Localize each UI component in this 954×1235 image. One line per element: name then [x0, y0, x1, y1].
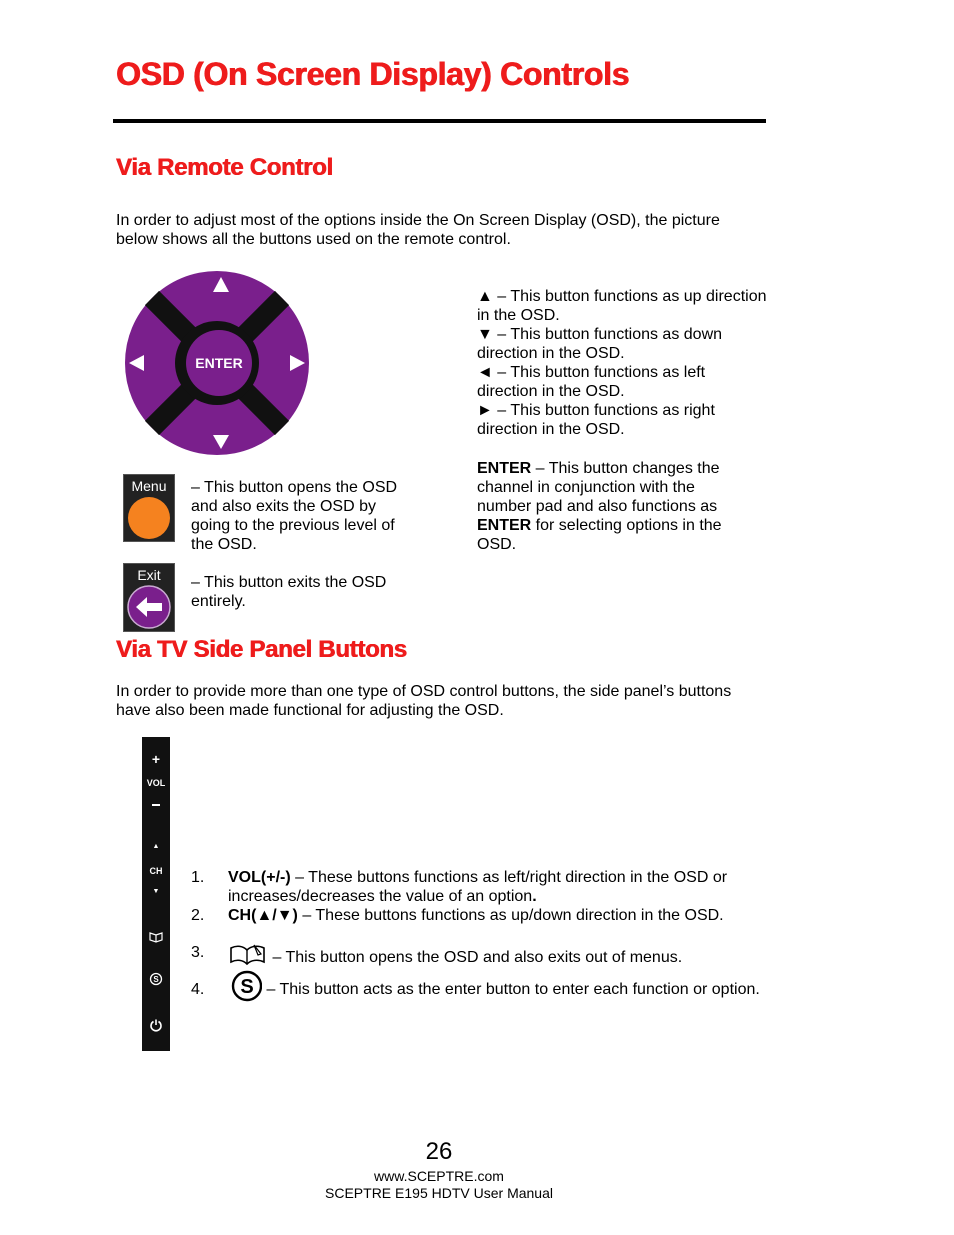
direction-down-desc: ▼ – This button functions as down direction in the OSD. [477, 326, 723, 362]
footer-url: www.SCEPTRE.com [374, 1168, 504, 1184]
menu-circle-icon [128, 497, 170, 539]
remote-intro: In order to adjust most of the options inside the On Screen Display (OSD), the picture below shows all the buttons used on the remote control. [116, 212, 720, 248]
svg-text:S: S [153, 975, 159, 984]
enter-description: ENTER – This button changes the channel in conjunction with the number pad and also functions as ENTER for selecting options in the OSD. [477, 460, 722, 553]
enter-label: ENTER [195, 355, 243, 371]
svg-text:S: S [240, 976, 254, 998]
side-item-source: 4. S – This button acts as the enter button to enter each function or option. [191, 980, 761, 1002]
side-item-menu: 3. – This button opens the OSD and also exits out of menus. [191, 944, 683, 966]
source-s-icon [228, 970, 262, 1002]
vol-minus-icon [152, 804, 160, 806]
exit-button-illustration [123, 563, 175, 632]
ch-label: CH [149, 866, 163, 876]
ch-up-icon: ▲ [152, 843, 160, 850]
page-title: OSD (On Screen Display) Controls [116, 56, 630, 92]
menu-book-icon [149, 931, 163, 943]
side-item-ch: 2. CH(▲/▼) – These buttons functions as up/down direction in the OSD. [191, 907, 724, 924]
title-rule [113, 119, 766, 123]
power-icon [149, 1018, 163, 1032]
exit-label: Exit [137, 567, 161, 583]
menu-book-icon [228, 943, 268, 967]
direction-right-desc: ► – This button functions as right direction in the OSD. [477, 402, 715, 438]
remote-dpad-illustration [124, 268, 312, 458]
direction-left-desc: ◄ – This button functions as left direction in the OSD. [477, 364, 706, 400]
side-panel-illustration [142, 737, 170, 1051]
ch-down-icon: ▼ [152, 888, 160, 895]
side-panel-heading: Via TV Side Panel Buttons [116, 636, 407, 663]
vol-plus-icon: + [151, 751, 161, 767]
direction-up-desc: ▲ – This button functions as up direction in the OSD. [477, 288, 767, 324]
back-arrow-icon [126, 584, 172, 630]
menu-description: – This button opens the OSD and also exits the OSD by going to the previous level of the OSD. [191, 479, 398, 553]
direction-descriptions [477, 287, 767, 439]
vol-label: VOL [146, 778, 166, 788]
side-panel-intro: In order to provide more than one type of OSD control buttons, the side panel’s buttons have also been made functional for adjusting the OSD. [116, 683, 732, 719]
source-s-icon [149, 972, 163, 986]
side-item-vol: 1. VOL(+/-) – These buttons functions as left/right direction in the OSD or increases/decreases the value of an option. [191, 869, 728, 905]
page-number: 26 [425, 1138, 453, 1165]
remote-heading: Via Remote Control [116, 154, 333, 181]
menu-label: Menu [131, 478, 167, 494]
menu-button-illustration [123, 474, 175, 542]
exit-description: – This button exits the OSD entirely. [191, 574, 387, 610]
footer-manual-title: SCEPTRE E195 HDTV User Manual [325, 1185, 553, 1201]
